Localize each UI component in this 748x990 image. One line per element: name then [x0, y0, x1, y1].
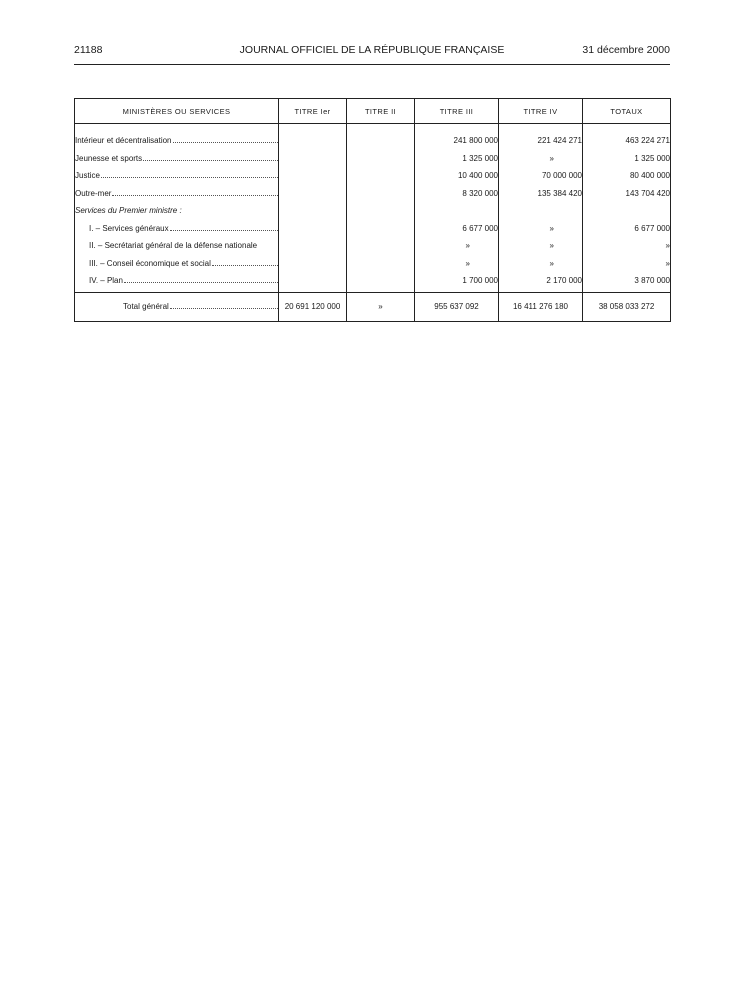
- table-row: [75, 185, 671, 203]
- cell-titre1: [279, 185, 347, 203]
- page-header: [74, 44, 670, 64]
- cell-titre2: [347, 132, 415, 150]
- row-label: Outre-mer: [75, 188, 112, 198]
- header-rule: [74, 64, 670, 65]
- cell-titre3: 8 320 000: [415, 185, 499, 203]
- cell-total: »: [583, 237, 671, 255]
- total-titre3: 955 637 092: [415, 292, 499, 321]
- dot-leader: [170, 224, 278, 231]
- budget-table: [74, 98, 671, 322]
- total-total: 38 058 033 272: [583, 292, 671, 321]
- cell-titre4: »: [499, 237, 583, 255]
- cell-titre1: [279, 272, 347, 292]
- cell-total: »: [583, 255, 671, 273]
- cell-titre2: [347, 272, 415, 292]
- row-label: IV. – Plan: [89, 276, 123, 286]
- cell-titre2: [347, 255, 415, 273]
- total-row: [75, 292, 671, 321]
- row-label: III. – Conseil économique et social: [89, 258, 211, 268]
- dot-leader: [143, 154, 278, 161]
- cell-titre3: »: [415, 255, 499, 273]
- cell-total: 3 870 000: [583, 272, 671, 292]
- cell-titre3: 6 677 000: [415, 220, 499, 238]
- spacer-row: [75, 124, 671, 133]
- cell-total: 143 704 420: [583, 185, 671, 203]
- cell-titre1: [279, 150, 347, 168]
- column-header: TITRE II: [347, 99, 415, 124]
- cell-titre2: [347, 220, 415, 238]
- cell-titre3: 10 400 000: [415, 167, 499, 185]
- row-label: Intérieur et décentralisation: [75, 136, 172, 146]
- journal-title: JOURNAL OFFICIEL DE LA RÉPUBLIQUE FRANÇAISE: [239, 44, 505, 56]
- row-label: Jeunesse et sports: [75, 153, 143, 163]
- dot-leader: [124, 276, 278, 283]
- cell-titre1: [279, 132, 347, 150]
- dot-leader: [170, 302, 278, 309]
- section-heading-row: [75, 202, 671, 220]
- cell-total: 80 400 000: [583, 167, 671, 185]
- column-header: TOTAUX: [583, 99, 671, 124]
- table-row: [75, 220, 671, 238]
- dot-leader: [112, 189, 278, 196]
- cell-titre2: [347, 237, 415, 255]
- table-row: [75, 150, 671, 168]
- cell-titre2: [347, 167, 415, 185]
- publication-date: 31 décembre 2000: [582, 44, 670, 56]
- total-label: Total général: [123, 302, 169, 311]
- cell-titre1: [279, 237, 347, 255]
- column-header: TITRE IV: [499, 99, 583, 124]
- column-header: TITRE III: [415, 99, 499, 124]
- cell-titre2: [347, 150, 415, 168]
- cell-titre4: 221 424 271: [499, 132, 583, 150]
- total-titre2: »: [347, 292, 415, 321]
- table-row: [75, 167, 671, 185]
- table-row: [75, 237, 671, 255]
- cell-titre2: [347, 185, 415, 203]
- total-titre4: 16 411 276 180: [499, 292, 583, 321]
- cell-titre1: [279, 167, 347, 185]
- total-titre1: 20 691 120 000: [279, 292, 347, 321]
- cell-total: 1 325 000: [583, 150, 671, 168]
- section-heading: Services du Premier ministre :: [75, 202, 279, 220]
- table-header-row: [75, 99, 671, 124]
- dot-leader: [101, 171, 278, 178]
- cell-titre3: 1 325 000: [415, 150, 499, 168]
- cell-titre4: 135 384 420: [499, 185, 583, 203]
- cell-titre3: 241 800 000: [415, 132, 499, 150]
- dot-leader: [212, 259, 278, 266]
- table-row: [75, 132, 671, 150]
- cell-titre3: 1 700 000: [415, 272, 499, 292]
- cell-titre3: »: [415, 237, 499, 255]
- dot-leader: [173, 136, 279, 143]
- cell-titre1: [279, 255, 347, 273]
- column-header: TITRE Ier: [279, 99, 347, 124]
- cell-titre4: 2 170 000: [499, 272, 583, 292]
- cell-titre4: »: [499, 150, 583, 168]
- cell-total: 463 224 271: [583, 132, 671, 150]
- table-row: [75, 272, 671, 292]
- row-label: II. – Secrétariat général de la défense nationale: [89, 241, 258, 251]
- cell-total: 6 677 000: [583, 220, 671, 238]
- cell-titre4: »: [499, 255, 583, 273]
- column-header: MINISTÈRES OU SERVICES: [75, 99, 279, 124]
- cell-titre4: »: [499, 220, 583, 238]
- cell-titre4: 70 000 000: [499, 167, 583, 185]
- row-label: Justice: [75, 171, 100, 181]
- row-label: I. – Services généraux: [89, 223, 169, 233]
- table-row: [75, 255, 671, 273]
- page-number: 21188: [74, 44, 103, 56]
- cell-titre1: [279, 220, 347, 238]
